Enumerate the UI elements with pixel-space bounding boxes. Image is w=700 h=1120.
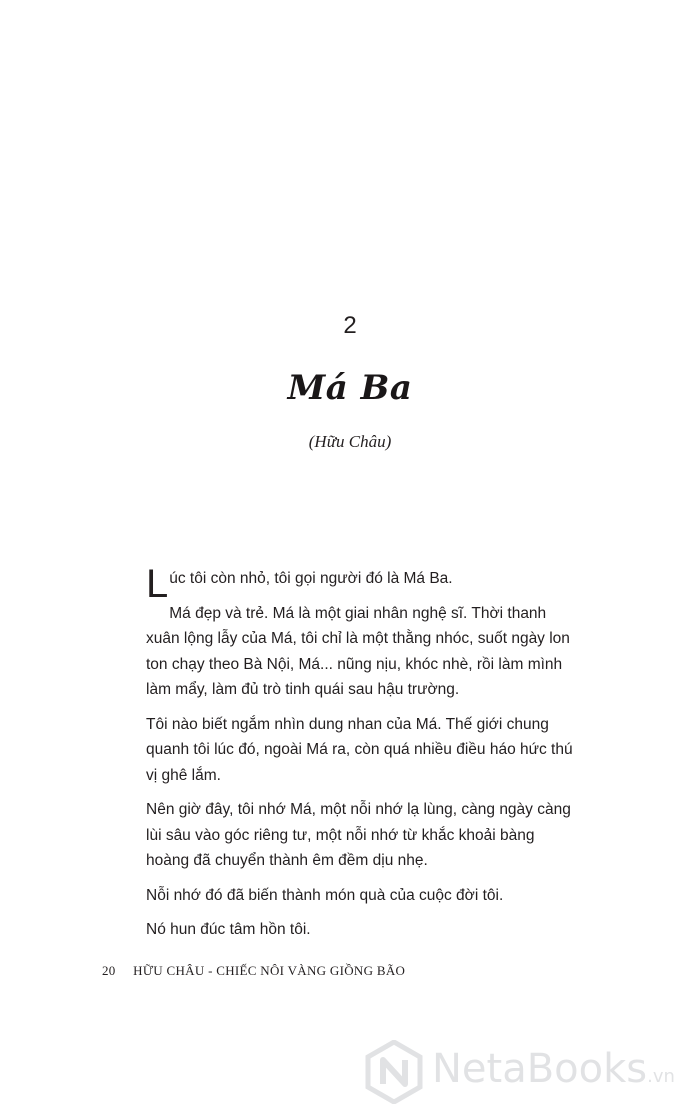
paragraph-3: Tôi nào biết ngắm nhìn dung nhan của Má. Thế giới chung quanh tôi lúc đó, ngoài Má ra, còn quá nhiều điều háo hức thú vị ghê lắm. (146, 715, 573, 784)
chapter-body (146, 562, 576, 952)
paragraph-1-text: úc tôi còn nhỏ, tôi gọi người đó là Má Ba. (169, 570, 453, 587)
watermark (362, 1040, 692, 1104)
chapter-title: Má Ba (287, 368, 413, 408)
page-number: 20 (102, 963, 116, 978)
watermark-suffix: .vn (647, 1066, 675, 1087)
running-title: HỮU CHÂU - CHIẾC NÔI VÀNG GIỒNG BÃO (133, 963, 406, 978)
paragraph-1 (146, 562, 576, 606)
paragraph-6: Nó hun đúc tâm hồn tôi. (146, 921, 311, 938)
paragraph-2: Má đẹp và trẻ. Má là một giai nhân nghệ sĩ. Thời thanh xuân lộng lẫy của Má, tôi chỉ là một thằng nhóc, suốt ngày lon ton chạy theo Bà Nội, Má... nũng nịu, khóc nhè, rồi làm mình làm mẩy, làm đủ trò tinh quái sau hậu trường. (146, 604, 570, 698)
page-footer (102, 963, 405, 979)
drop-cap: L (146, 562, 169, 606)
watermark-brand: NetaBooks (432, 1046, 648, 1092)
watermark-text (432, 1046, 675, 1092)
chapter-number: 2 (343, 312, 357, 339)
paragraph-5: Nỗi nhớ đó đã biến thành món quà của cuộc đời tôi. (146, 886, 504, 904)
netabooks-logo-icon (362, 1040, 426, 1104)
chapter-author: (Hữu Châu) (308, 432, 392, 451)
paragraph-4: Nên giờ đây, tôi nhớ Má, một nỗi nhớ lạ lùng, càng ngày càng lùi sâu vào góc riêng tư, một nỗi nhớ từ khắc khoải bàng hoàng đã chuyển thành êm đềm dịu nhẹ. (146, 801, 571, 869)
